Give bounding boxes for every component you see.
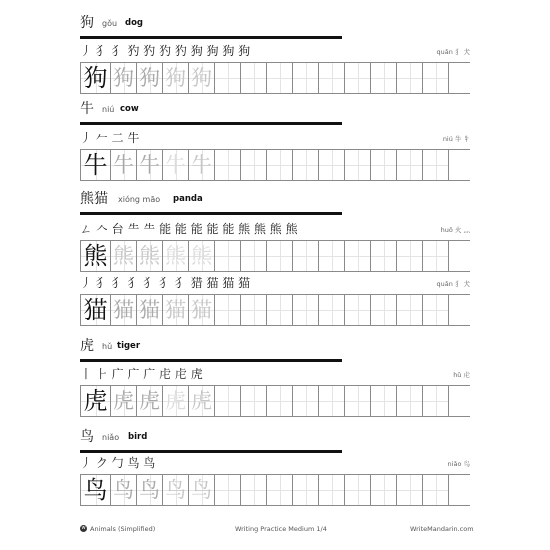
practice-cell[interactable] [371, 386, 397, 416]
trace-cell[interactable]: 猫 [137, 295, 163, 325]
practice-cell[interactable] [423, 63, 449, 93]
practice-cell[interactable] [293, 386, 319, 416]
word-english: cow [120, 104, 139, 114]
word-heading-bird [80, 428, 342, 454]
model-cell: 熊 [81, 241, 111, 271]
practice-cell[interactable] [267, 475, 293, 505]
trace-cell[interactable]: 鸟 [189, 475, 215, 505]
practice-cell[interactable] [345, 475, 371, 505]
practice-cell[interactable] [215, 475, 241, 505]
practice-cell[interactable] [241, 475, 267, 505]
trace-cell[interactable]: 狗 [111, 63, 137, 93]
practice-cell[interactable] [423, 386, 449, 416]
practice-cell[interactable] [215, 386, 241, 416]
practice-cell[interactable] [397, 63, 423, 93]
radical-label: quǎn 犭 犬 [436, 280, 470, 288]
practice-cell[interactable] [423, 241, 449, 271]
stroke-order: 丿 犭 犭 犭 犭 犭 犭 猎 猫 猫 猫 [80, 276, 251, 290]
heading-rule [80, 359, 342, 362]
model-cell: 牛 [81, 150, 111, 180]
word-heading-tiger [80, 337, 342, 363]
trace-cell[interactable]: 牛 [111, 150, 137, 180]
word-pinyin: niǎo [102, 433, 120, 442]
trace-cell[interactable]: 熊 [189, 241, 215, 271]
practice-cell[interactable] [319, 295, 345, 325]
practice-cell[interactable] [371, 295, 397, 325]
radical-label: niǎo 鸟 [447, 460, 470, 468]
model-cell: 狗 [81, 63, 111, 93]
practice-cell[interactable] [423, 295, 449, 325]
model-cell: 虎 [81, 386, 111, 416]
trace-cell[interactable]: 牛 [163, 150, 189, 180]
trace-cell[interactable]: 猫 [163, 295, 189, 325]
practice-cell[interactable] [371, 150, 397, 180]
trace-cell[interactable]: 虎 [163, 386, 189, 416]
stroke-order: 丿 ク 勹 鸟 鸟 [80, 456, 156, 470]
practice-cell[interactable] [267, 295, 293, 325]
practice-cell[interactable] [241, 63, 267, 93]
trace-cell[interactable]: 虎 [111, 386, 137, 416]
trace-cell[interactable]: 狗 [163, 63, 189, 93]
word-english: panda [173, 194, 203, 204]
practice-cell[interactable] [319, 63, 345, 93]
practice-cell[interactable] [215, 241, 241, 271]
trace-cell[interactable]: 鸟 [137, 475, 163, 505]
trace-cell[interactable]: 熊 [163, 241, 189, 271]
practice-cell[interactable] [267, 63, 293, 93]
model-cell: 猫 [81, 295, 111, 325]
word-pinyin: hǔ [102, 342, 113, 351]
practice-cell[interactable] [345, 295, 371, 325]
practice-cell[interactable] [267, 150, 293, 180]
word-english: tiger [117, 341, 141, 351]
word-english: dog [125, 18, 144, 28]
heading-rule [80, 122, 342, 125]
practice-cell[interactable] [293, 295, 319, 325]
practice-cell[interactable] [423, 150, 449, 180]
practice-cell[interactable] [215, 150, 241, 180]
practice-cell[interactable] [319, 386, 345, 416]
practice-cell[interactable] [319, 475, 345, 505]
writemandarin-logo-icon: w [81, 525, 86, 531]
practice-cell[interactable] [397, 241, 423, 271]
word-english: bird [128, 432, 148, 442]
word-hanzi: 牛 [80, 101, 94, 117]
practice-grid [80, 474, 470, 506]
trace-cell[interactable]: 牛 [189, 150, 215, 180]
radical-label: hǔ 虍 [453, 371, 470, 379]
practice-cell[interactable] [267, 241, 293, 271]
stroke-order: 丿 𠂉 二 牛 [80, 131, 140, 145]
practice-cell[interactable] [293, 241, 319, 271]
practice-grid [80, 240, 470, 272]
page-footer [0, 524, 550, 538]
heading-rule [80, 36, 342, 39]
word-hanzi: 熊猫 [80, 191, 108, 207]
practice-cell[interactable] [397, 386, 423, 416]
practice-cell[interactable] [293, 150, 319, 180]
trace-cell[interactable]: 猫 [189, 295, 215, 325]
trace-cell[interactable]: 虎 [137, 386, 163, 416]
footer-website: WriteMandarin.com [410, 525, 474, 533]
word-hanzi: 虎 [80, 338, 94, 354]
footer-worksheet-title: Animals (Simplified) [90, 525, 156, 533]
trace-cell[interactable]: 虎 [189, 386, 215, 416]
footer-page-label: Writing Practice Medium 1/4 [235, 525, 327, 533]
practice-cell[interactable] [371, 475, 397, 505]
practice-cell[interactable] [241, 295, 267, 325]
word-hanzi: 鸟 [80, 429, 94, 445]
practice-cell[interactable] [345, 150, 371, 180]
trace-cell[interactable]: 狗 [189, 63, 215, 93]
practice-cell[interactable] [293, 475, 319, 505]
stroke-order: 丿 犭 犭 犳 犳 犳 犳 狗 狗 狗 狗 [80, 44, 251, 58]
word-hanzi: 狗 [80, 15, 94, 31]
heading-rule [80, 212, 342, 215]
model-cell: 鸟 [81, 475, 111, 505]
practice-cell[interactable] [215, 295, 241, 325]
word-heading-panda [80, 190, 342, 216]
word-heading-cow [80, 100, 342, 126]
practice-grid [80, 62, 470, 94]
trace-cell[interactable]: 牛 [137, 150, 163, 180]
practice-cell[interactable] [371, 63, 397, 93]
trace-cell[interactable]: 猫 [111, 295, 137, 325]
practice-cell[interactable] [241, 150, 267, 180]
practice-cell[interactable] [397, 475, 423, 505]
trace-cell[interactable]: 鸟 [163, 475, 189, 505]
practice-grid [80, 294, 470, 326]
practice-cell[interactable] [345, 63, 371, 93]
practice-cell[interactable] [293, 63, 319, 93]
word-pinyin: gǒu [102, 19, 118, 28]
trace-cell[interactable]: 鸟 [111, 475, 137, 505]
radical-label: niú 牛 牜 [442, 135, 470, 143]
practice-cell[interactable] [319, 150, 345, 180]
practice-cell[interactable] [371, 241, 397, 271]
practice-cell[interactable] [267, 386, 293, 416]
radical-label: huǒ 火 灬 [440, 226, 470, 234]
trace-cell[interactable]: 熊 [137, 241, 163, 271]
practice-cell[interactable] [345, 241, 371, 271]
practice-cell[interactable] [397, 295, 423, 325]
practice-cell[interactable] [241, 386, 267, 416]
heading-rule [80, 450, 342, 453]
practice-cell[interactable] [397, 150, 423, 180]
word-pinyin: xióng māo [118, 195, 161, 204]
practice-cell[interactable] [241, 241, 267, 271]
stroke-order: ㄥ 𠆢 台 ⺧ ⺧ 能 能 能 能 能 熊 熊 熊 熊 [80, 222, 298, 236]
practice-cell[interactable] [345, 386, 371, 416]
practice-cell[interactable] [319, 241, 345, 271]
practice-cell[interactable] [215, 63, 241, 93]
practice-grid [80, 149, 470, 181]
practice-cell[interactable] [423, 475, 449, 505]
word-pinyin: niú [102, 105, 115, 114]
stroke-order: 丨 ⺊ 广 广 广 虍 虍 虎 [80, 367, 203, 381]
trace-cell[interactable]: 熊 [111, 241, 137, 271]
radical-label: quǎn 犭 犬 [436, 48, 470, 56]
practice-grid [80, 385, 470, 417]
word-heading-dog [80, 14, 342, 40]
trace-cell[interactable]: 狗 [137, 63, 163, 93]
